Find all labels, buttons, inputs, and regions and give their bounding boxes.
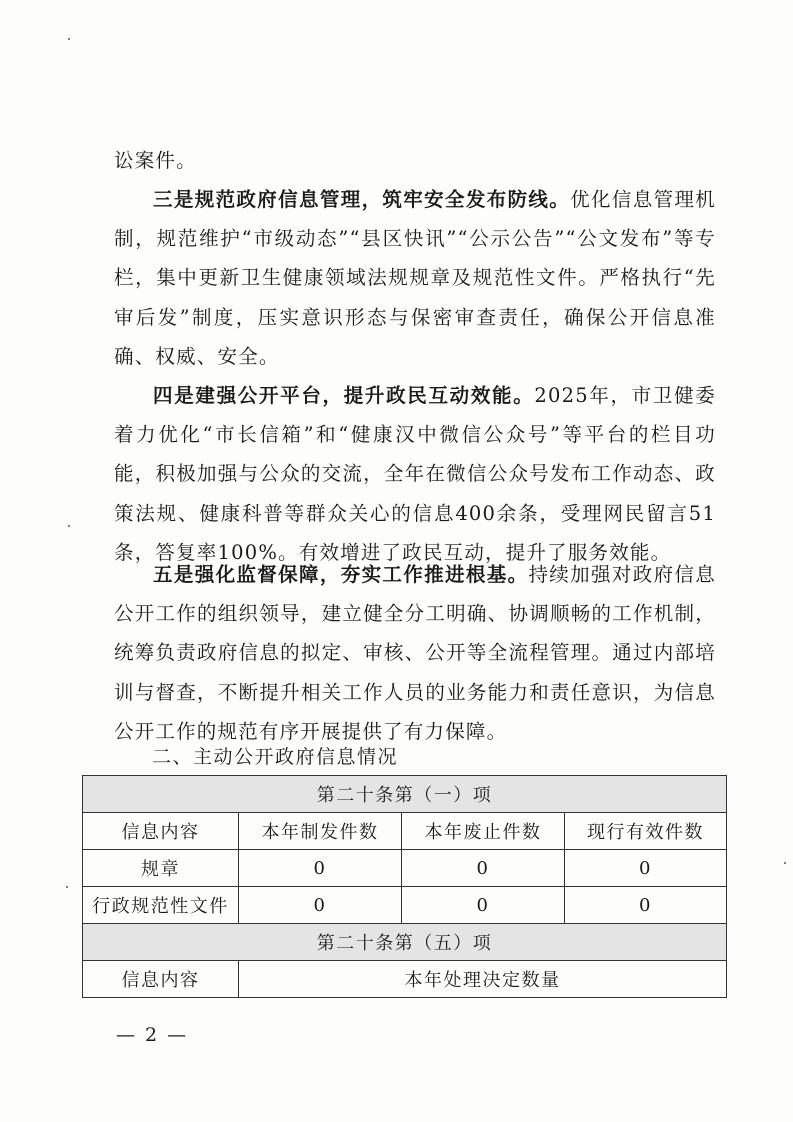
table-section-title: 第二十条第（一）项: [83, 776, 727, 813]
scan-speck: [68, 525, 70, 527]
table-cell: 规章: [83, 850, 239, 887]
paragraph-4-text: 持续加强对政府信息公开工作的组织领导，建立健全分工明确、协调顺畅的工作机制，统筹负责政府信息的拟定、审核、公开等全流程管理。通过内部培训与督查，不断提升相关工作人员的业务能力和责任意识，为信息公开工作的规范有序开展提供了有力保障。: [114, 563, 716, 743]
table-header-cell: 信息内容: [83, 961, 239, 998]
scan-speck: [68, 38, 70, 40]
table-cell: 0: [239, 887, 402, 924]
paragraph-4: [114, 555, 716, 751]
paragraph-2-text: 优化信息管理机制，规范维护“市级动态”“县区快讯”“公示公告”“公文发布”等专栏，集中更新卫生健康领域法规规章及规范性文件。严格执行“先审后发”制度，压实意识形态与保密审查责任，确保公开信息准确、权威、安全。: [114, 188, 716, 368]
paragraph-3: [114, 376, 716, 572]
table-header-cell: 本年制发件数: [239, 813, 402, 850]
table-section-row: [83, 776, 727, 813]
table-section-row: [83, 924, 727, 961]
table-cell: 0: [402, 850, 565, 887]
paragraph-1: [114, 141, 716, 180]
paragraph-3-lead: 四是建强公开平台，提升政民互动效能。: [153, 384, 535, 407]
table-cell: 0: [402, 887, 565, 924]
table-header-row: [83, 813, 727, 850]
paragraph-1-text: 讼案件。: [114, 149, 197, 172]
paragraph-2: [114, 180, 716, 376]
table-cell: 0: [565, 850, 727, 887]
table-section-title: 第二十条第（五）项: [83, 924, 727, 961]
table-row: [83, 850, 727, 887]
table-cell: 行政规范性文件: [83, 887, 239, 924]
paragraph-3-text: 2025年，市卫健委着力优化“市长信箱”和“健康汉中微信公众号”等平台的栏目功能，积极加强与公众的交流，全年在微信公众号发布工作动态、政策法规、健康科普等群众关心的信息400余条，受理网民留言51条，答复率100%。有效增进了政民互动，提升了服务效能。: [114, 384, 716, 564]
table-header-cell: 本年处理决定数量: [239, 961, 727, 998]
table-cell: 0: [239, 850, 402, 887]
table-cell: 0: [565, 887, 727, 924]
paragraph-4-lead: 五是强化监督保障，夯实工作推进根基。: [153, 563, 529, 586]
section-heading: 二、主动公开政府信息情况: [152, 746, 399, 768]
table-header-row: [83, 961, 727, 998]
disclosure-table: [82, 775, 727, 998]
table-header-cell: 现行有效件数: [565, 813, 727, 850]
table-row: [83, 887, 727, 924]
table-header-cell: 本年废止件数: [402, 813, 565, 850]
page-number: — 2 —: [116, 1024, 189, 1046]
scan-speck: [784, 862, 786, 864]
scan-speck: [66, 886, 68, 888]
table-header-cell: 信息内容: [83, 813, 239, 850]
paragraph-2-lead: 三是规范政府信息管理，筑牢安全发布防线。: [153, 188, 571, 211]
